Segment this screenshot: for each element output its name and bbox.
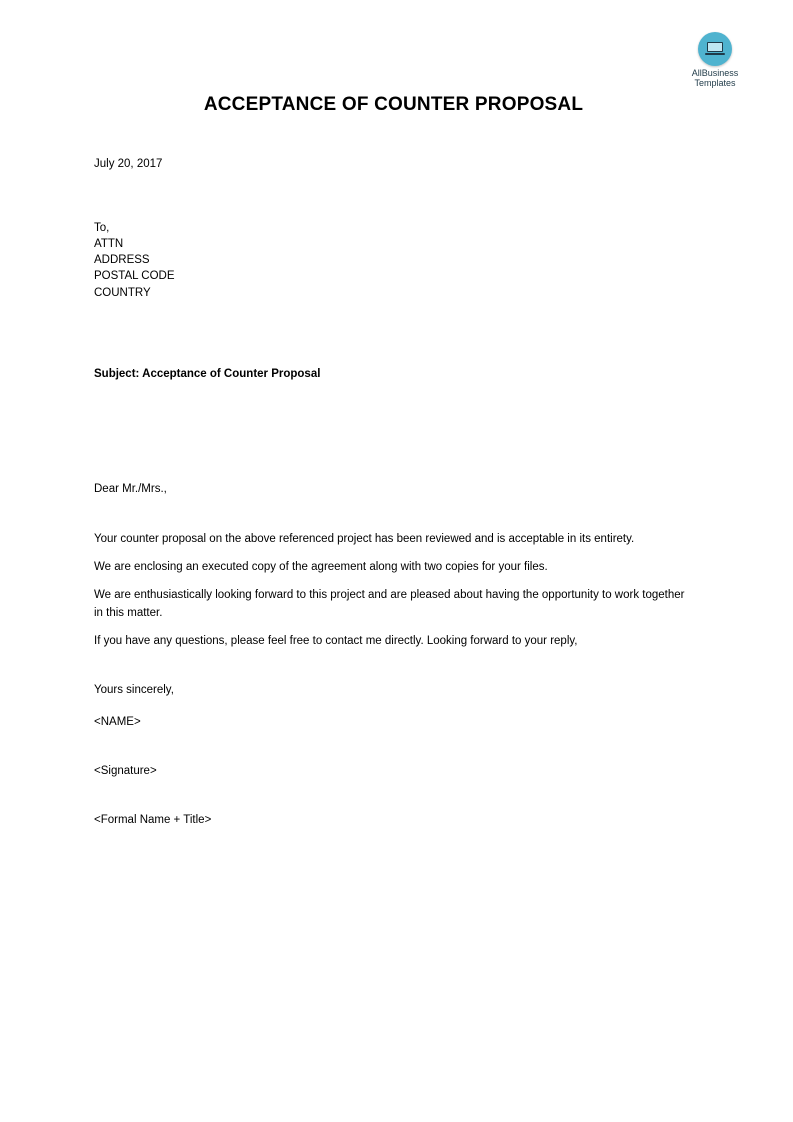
allbusiness-templates-logo bbox=[680, 32, 750, 88]
recipient-to: To, bbox=[94, 222, 110, 234]
body-paragraph-2: We are enclosing an executed copy of the agreement along with two copies for your files. bbox=[94, 561, 548, 573]
recipient-address: ADDRESS bbox=[94, 254, 150, 266]
document-title: ACCEPTANCE OF COUNTER PROPOSAL bbox=[203, 94, 584, 115]
logo-text bbox=[680, 68, 750, 88]
body-paragraph-4: If you have any questions, please feel free to contact me directly. Looking forward to your reply, bbox=[94, 635, 578, 647]
logo-line-1: AllBusiness bbox=[691, 68, 739, 78]
letter-date: July 20, 2017 bbox=[94, 158, 163, 170]
salutation: Dear Mr./Mrs., bbox=[94, 483, 167, 495]
letter-subject: Subject: Acceptance of Counter Proposal bbox=[94, 368, 321, 380]
sender-name: <NAME> bbox=[94, 716, 141, 728]
recipient-country: COUNTRY bbox=[94, 287, 151, 299]
recipient-postal-code: POSTAL CODE bbox=[94, 270, 175, 282]
body-paragraph-1: Your counter proposal on the above referenced project has been reviewed and is acceptable in its entirety. bbox=[94, 533, 635, 545]
body-paragraph-3: We are enthusiastically looking forward to this project and are pleased about having the opportunity to work together in this matter. bbox=[94, 589, 685, 619]
sender-signature: <Signature> bbox=[94, 765, 157, 777]
logo-line-2: Templates bbox=[694, 78, 736, 88]
laptop-icon bbox=[698, 32, 732, 66]
closing: Yours sincerely, bbox=[94, 684, 174, 696]
sender-formal-name: <Formal Name + Title> bbox=[94, 814, 212, 826]
recipient-attn: ATTN bbox=[94, 238, 124, 250]
